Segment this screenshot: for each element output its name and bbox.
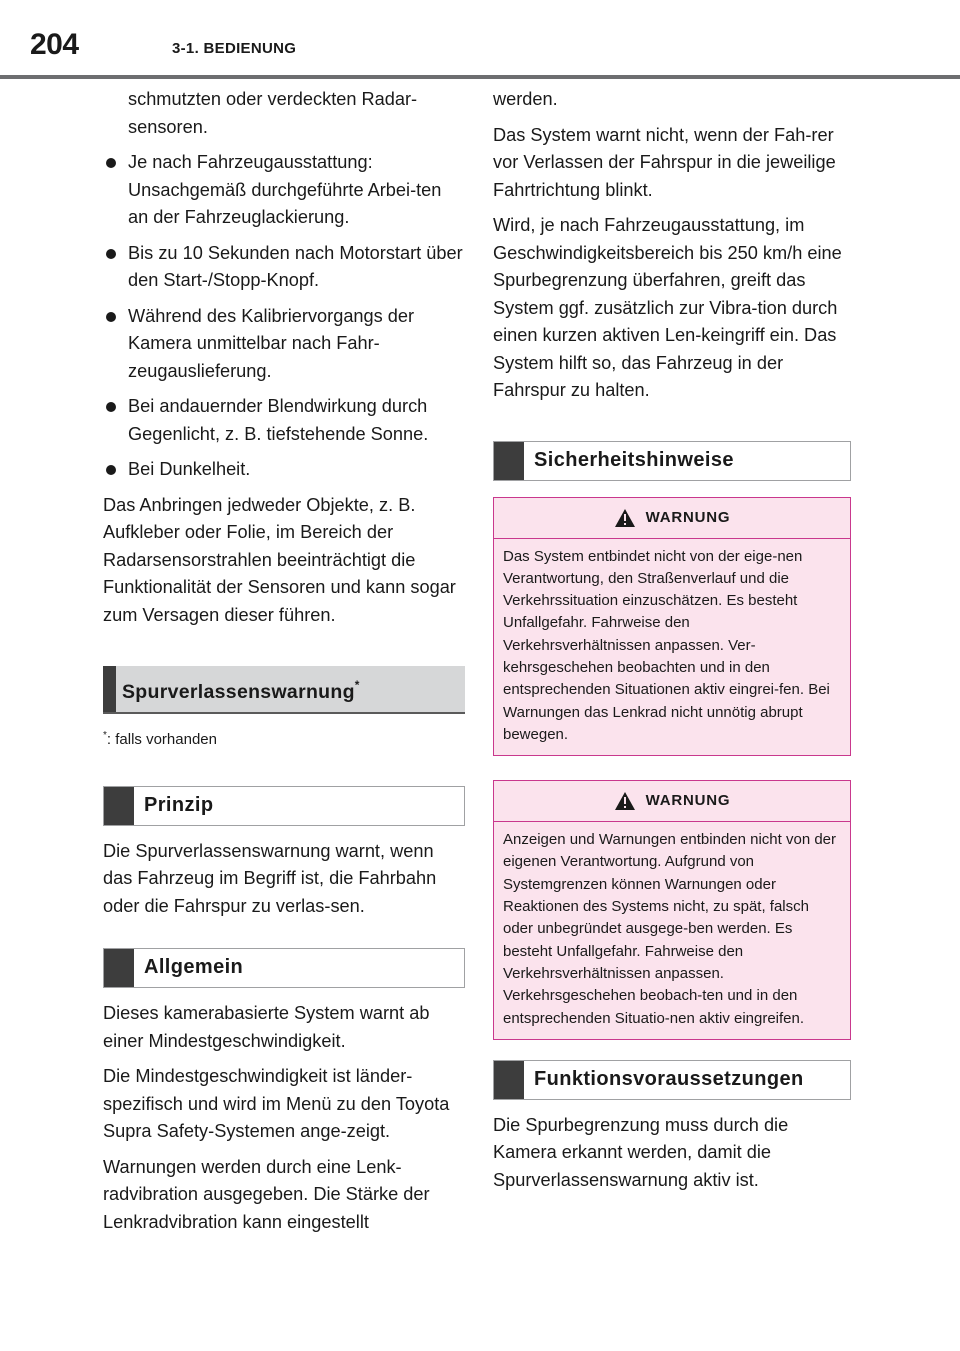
paragraph-funktion: Die Spurbegrenzung muss durch die Kamera erkannt werden, damit die Spurverlassenswarnung aktiv ist. — [493, 1114, 789, 1190]
warning-header — [494, 781, 850, 822]
list-item: Je nach Fahrzeugausstattung: Unsachgemäß durchgeführte Arbei-ten an der Fahrzeuglackierung. — [103, 149, 465, 232]
page-number: 204 — [30, 28, 79, 61]
list-item: Bei andauernder Blendwirkung durch Gegenlicht, z. B. tiefstehende Sonne. — [103, 393, 465, 448]
heading-stripe — [494, 1061, 524, 1099]
heading-stripe — [103, 666, 116, 712]
paragraph-eingriff: Wird, je nach Fahrzeugausstattung, im Geschwindigkeitsbereich bis 250 km/h eine Spurbegrenzung überfahren, greift das System ggf. zusätzlich zur Vibra-tion durch einen kurzen aktiven Len-keingriff ein. Das System hilft so, das Fahrzeug in der Fahrspur zu halten. — [493, 215, 842, 400]
warning-text: Das System entbindet nicht von der eige-nen Verantwortung, den Straßenverlauf und die Verkehrssituation einzuschätzen. Es besteht Unfallgefahr. Fahrweise den Verkehrsverhältnissen anpassen. Ver-kehrsgeschehen beobachten und in den entsprechenden Situationen aktiv eingrei-fen. Bei Warnungen das Lenkrad nicht unnötig abrupt bewegen. — [503, 547, 830, 743]
paragraph-prinzip: Die Spurverlassenswarnung warnt, wenn das Fahrzeug im Begriff ist, die Fahrbahn oder die Fahrspur zu verlas-sen. — [103, 840, 437, 916]
heading-stripe — [104, 949, 134, 987]
bullet-icon — [106, 312, 116, 322]
heading-stripe — [494, 442, 524, 480]
header-rule — [0, 75, 960, 79]
warning-triangle-icon — [614, 791, 636, 811]
condition-list — [103, 149, 465, 484]
bullet-icon — [106, 402, 116, 412]
bullet-icon — [106, 465, 116, 475]
heading-allgemein: Allgemein — [103, 948, 465, 988]
paragraph-allgemein-1: Dieses kamerabasierte System warnt ab einer Mindestgeschwindigkeit. — [103, 1003, 430, 1051]
warning-label: WARNUNG — [645, 508, 731, 526]
bullet-icon — [106, 158, 116, 168]
list-item: Bei Dunkelheit. — [103, 456, 465, 484]
warning-header — [494, 498, 850, 539]
warning-text: Anzeigen und Warnungen entbinden nicht von der eigenen Verantwortung. Aufgrund von Systemgrenzen können Warnungen oder Reaktionen des Systems nicht, zu spät, falsch oder unbegründet ausgege-ben werden. Es besteht Unfallgefahr. Fahrweise den Verkehrsverhältnissen anpassen. Verkehrsgeschehen beobach-ten und in den entsprechenden Situatio-nen aktiv eingreifen. — [503, 831, 837, 1027]
heading-stripe — [104, 787, 134, 825]
warning-triangle-icon — [614, 508, 636, 528]
paragraph-objects: Das Anbringen jedweder Objekte, z. B. Aufkleber oder Folie, im Bereich der Radarsensorstrahlen beeinträchtigt die Funktionalität der Sensoren und kann sogar zum Versagen dieser führen. — [103, 494, 456, 625]
main-heading: Spurverlassenswarnung* — [103, 666, 465, 714]
warning-box-1 — [493, 497, 851, 757]
paragraph-continuation: werden. — [493, 89, 558, 109]
intro-continuation: schmutzten oder verdeckten Radar-sensoren. — [128, 89, 418, 137]
right-column — [493, 86, 851, 1202]
section-label: 3-1. BEDIENUNG — [172, 40, 297, 57]
bullet-icon — [106, 249, 116, 259]
left-column — [103, 86, 465, 1244]
footnote: *: falls vorhanden — [103, 730, 217, 748]
heading-prinzip: Prinzip — [103, 786, 465, 826]
list-item: Bis zu 10 Sekunden nach Motorstart über den Start-/Stopp-Knopf. — [103, 240, 465, 295]
warning-label: WARNUNG — [645, 792, 731, 810]
heading-funktion: Funktionsvoraussetzungen — [493, 1060, 851, 1100]
list-item: Während des Kalibriervorgangs der Kamera unmittelbar nach Fahr-zeugauslieferung. — [103, 303, 465, 386]
paragraph-allgemein-3: Warnungen werden durch eine Lenk-radvibration ausgegeben. Die Stärke der Lenkradvibration kann eingestellt — [103, 1156, 430, 1232]
heading-sicherheit: Sicherheitshinweise — [493, 441, 851, 481]
paragraph-blink: Das System warnt nicht, wenn der Fah-rer vor Verlassen der Fahrspur in die jeweilige Fahrtrichtung blinkt. — [493, 124, 836, 200]
warning-box-2 — [493, 780, 851, 1040]
paragraph-allgemein-2: Die Mindestgeschwindigkeit ist länder-spezifisch und wird im Menü zu den Toyota Supra Safety-Systemen ange-zeigt. — [103, 1066, 450, 1141]
